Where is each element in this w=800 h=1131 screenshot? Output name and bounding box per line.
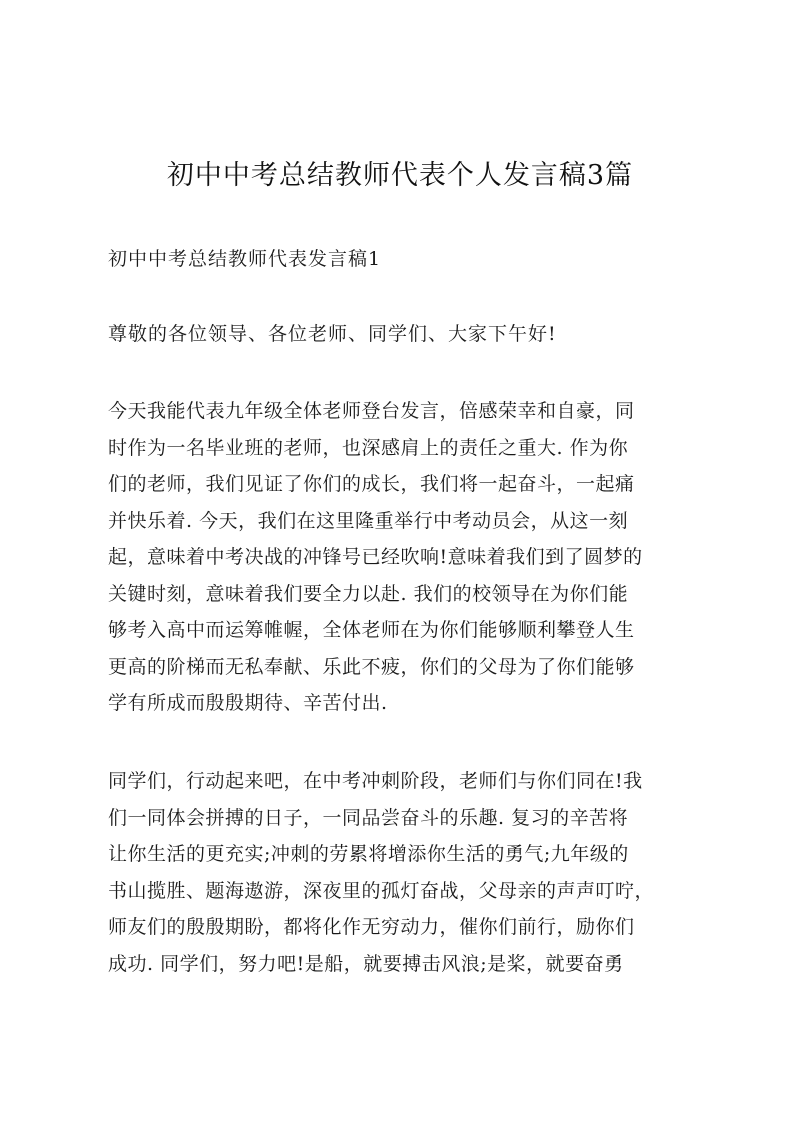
- paragraph-line: 并快乐着. 今天，我们在这里隆重举行中考动员会，从这一刻: [108, 509, 629, 532]
- paragraph-line: 们一同体会拼搏的日子，一同品尝奋斗的乐趣. 复习的辛苦将: [108, 806, 629, 829]
- paragraph-line: 关键时刻，意味着我们要全力以赴. 我们的校领导在为你们能: [108, 582, 629, 605]
- paragraph-line: 今天我能代表九年级全体老师登台发言，倍感荣幸和自豪，同: [108, 400, 635, 422]
- paragraph-line: 们的老师，我们见证了你们的成长，我们将一起奋斗，一起痛: [108, 473, 635, 495]
- document-title: 初中中考总结教师代表个人发言稿3篇: [166, 160, 634, 191]
- greeting-line: 尊敬的各位领导、各位老师、同学们、大家下午好!: [108, 323, 557, 345]
- paragraph-line: 书山揽胜、题海遨游，深夜里的孤灯奋战，父母亲的声声叮咛，: [108, 879, 655, 902]
- paragraph-line: 成功. 同学们，努力吧!是船，就要搏击风浪;是桨，就要奋勇: [108, 952, 624, 975]
- paragraph-line: 师友们的殷殷期盼，都将化作无穷动力，催你们前行，励你们: [108, 916, 635, 938]
- section-heading: 初中中考总结教师代表发言稿1: [108, 248, 382, 270]
- body-paragraph-2: [108, 763, 708, 982]
- body-paragraph-1: [108, 393, 708, 722]
- paragraph-line: 学有所成而殷殷期待、辛苦付出.: [108, 692, 388, 714]
- paragraph-line: 同学们，行动起来吧，在中考冲刺阶段，老师们与你们同在!我: [108, 770, 643, 792]
- paragraph-line: 起，意味着中考决战的冲锋号已经吹响!意味着我们到了圆梦的: [108, 546, 643, 568]
- paragraph-line: 时作为一名毕业班的老师，也深感肩上的责任之重大. 作为你: [108, 436, 629, 459]
- paragraph-line: 让你生活的更充实;冲刺的劳累将增添你生活的勇气;九年级的: [108, 843, 629, 865]
- paragraph-line: 更高的阶梯而无私奉献、乐此不疲，你们的父母为了你们能够: [108, 655, 635, 678]
- paragraph-line: 够考入高中而运筹帷幄，全体老师在为你们能够顺利攀登人生: [108, 619, 635, 641]
